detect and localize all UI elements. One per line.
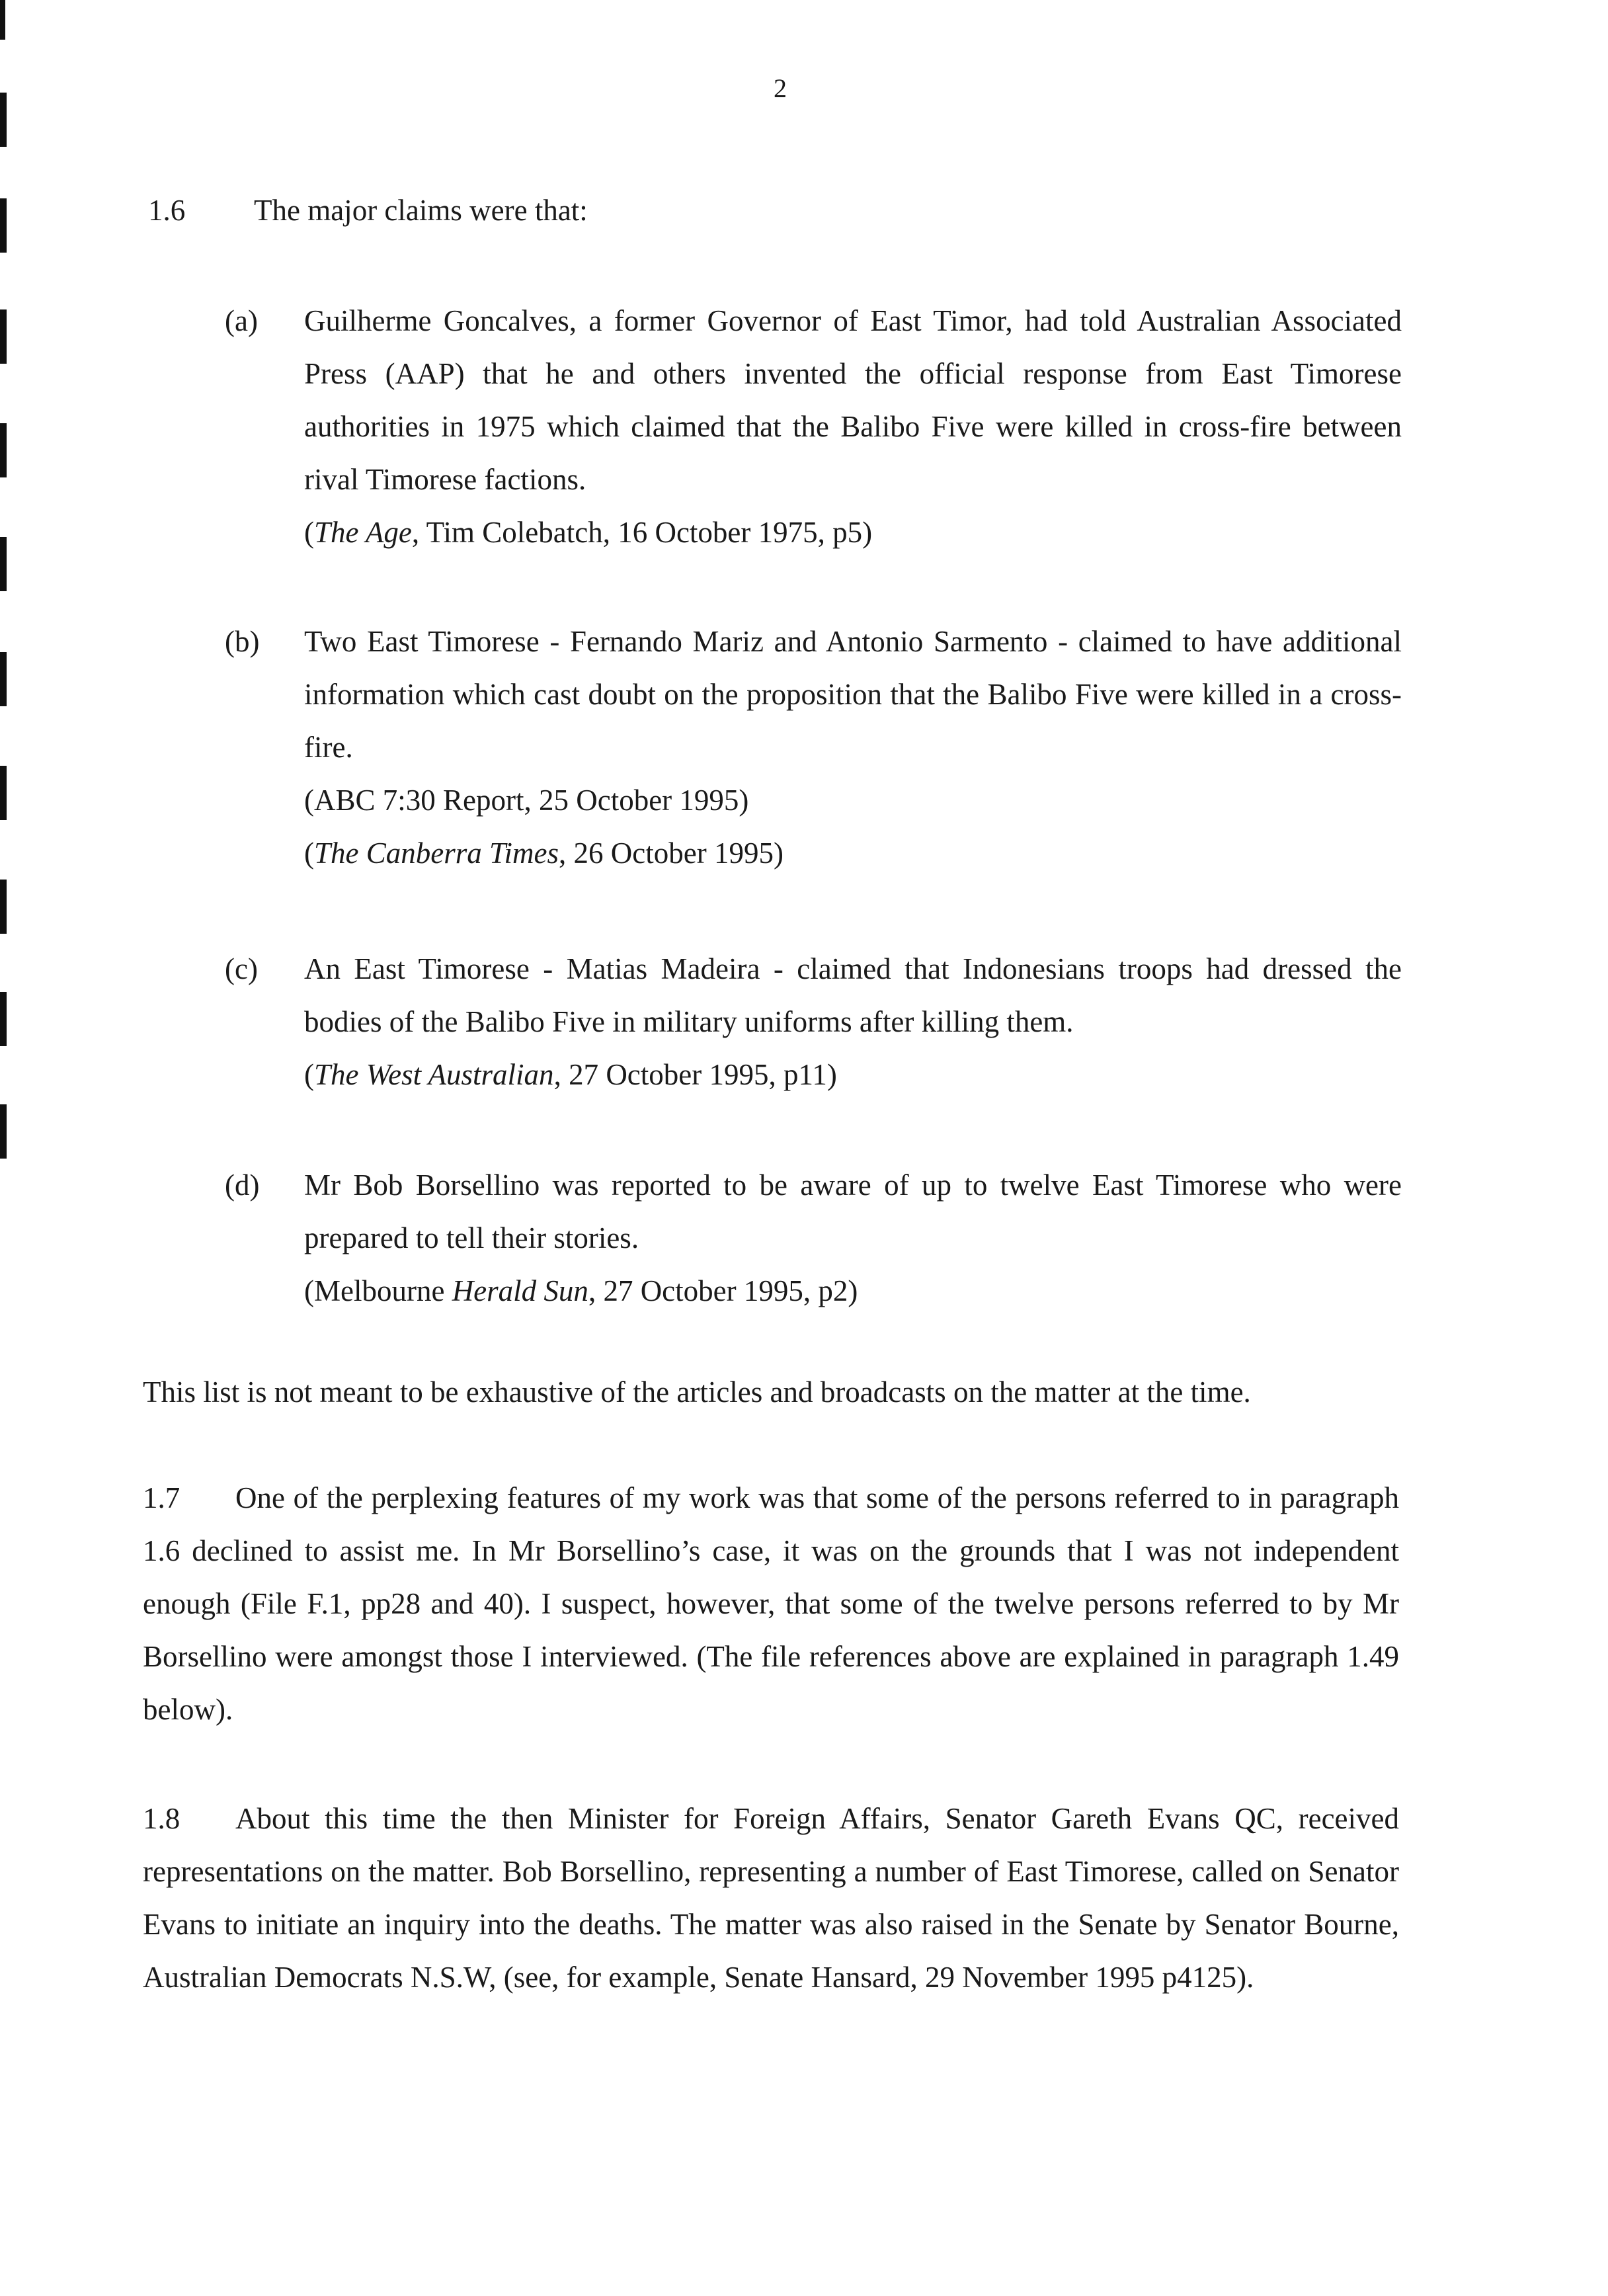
- margin-mark: [0, 93, 7, 147]
- claim-source: (Melbourne Herald Sun, 27 October 1995, p2): [304, 1274, 858, 1307]
- section-intro: The major claims were that:: [254, 194, 588, 227]
- claim-label: (b): [225, 625, 260, 658]
- margin-mark: [0, 309, 7, 364]
- claim-source: (The West Australian, 27 October 1995, p11): [304, 1058, 837, 1091]
- section-number: 1.8: [143, 1802, 181, 1835]
- margin-mark: [0, 992, 7, 1046]
- margin-mark: [0, 423, 7, 477]
- claim-item-d: [225, 1159, 1402, 1317]
- margin-mark: [0, 0, 5, 40]
- claim-item-c: [225, 942, 1402, 1101]
- claim-label: (a): [225, 304, 258, 337]
- section-text: About this time the then Minister for Foreign Affairs, Senator Gareth Evans QC, received representations on the matter. Bob Borsellino, representing a number of East Timorese, called on Senator Evans to initiate an inquiry into the deaths. The matter was also raised in the Senate by Senator Bourne, Australian Democrats N.S.W, (see, for example, Senate Hansard, 29 November 1995 p4125).: [143, 1802, 1399, 1994]
- section-1-8: [143, 1792, 1399, 2004]
- page-number: 2: [774, 73, 787, 103]
- claim-text: An East Timorese - Matias Madeira - claimed that Indonesians troops had dressed the bodies of the Balibo Five in military uniforms after killing them.: [304, 952, 1402, 1038]
- claim-source: (ABC 7:30 Report, 25 October 1995): [304, 784, 749, 817]
- section-1-6-heading: [148, 193, 588, 227]
- list-note: This list is not meant to be exhaustive of the articles and broadcasts on the matter at the time.: [143, 1375, 1251, 1409]
- claim-label: (c): [225, 952, 258, 985]
- margin-mark: [0, 652, 7, 706]
- margin-mark: [0, 537, 7, 591]
- margin-mark: [0, 766, 7, 820]
- claim-item-b: [225, 615, 1402, 880]
- margin-mark: [0, 880, 7, 934]
- section-number: 1.6: [148, 194, 186, 227]
- margin-mark: [0, 1104, 7, 1159]
- margin-mark: [0, 198, 7, 253]
- section-text: One of the perplexing features of my work was that some of the persons referred to in paragraph 1.6 declined to assist me. In Mr Borsellino’s case, it was on the grounds that I was not independent enough (File F.1, pp28 and 40). I suspect, however, that some of the twelve persons referred to by Mr Borsellino were amongst those I interviewed. (The file references above are explained in paragraph 1.49 below).: [143, 1481, 1399, 1726]
- claim-text: Mr Bob Borsellino was reported to be aware of up to twelve East Timorese who were prepared to tell their stories.: [304, 1168, 1402, 1254]
- section-1-7: [143, 1471, 1399, 1736]
- claim-source: (The Age, Tim Colebatch, 16 October 1975, p5): [304, 516, 873, 549]
- claim-item-a: [225, 294, 1402, 559]
- claim-text: Guilherme Goncalves, a former Governor of East Timor, had told Australian Associated Press (AAP) that he and others invented the official response from East Timorese authorities in 1975 which claimed that the Balibo Five were killed in cross-fire between rival Timorese factions.: [304, 304, 1402, 496]
- section-number: 1.7: [143, 1481, 181, 1514]
- claim-label: (d): [225, 1168, 260, 1202]
- claim-text: Two East Timorese - Fernando Mariz and Antonio Sarmento - claimed to have additional information which cast doubt on the proposition that the Balibo Five were killed in a cross-fire.: [304, 625, 1402, 764]
- claim-source: (The Canberra Times, 26 October 1995): [304, 837, 784, 870]
